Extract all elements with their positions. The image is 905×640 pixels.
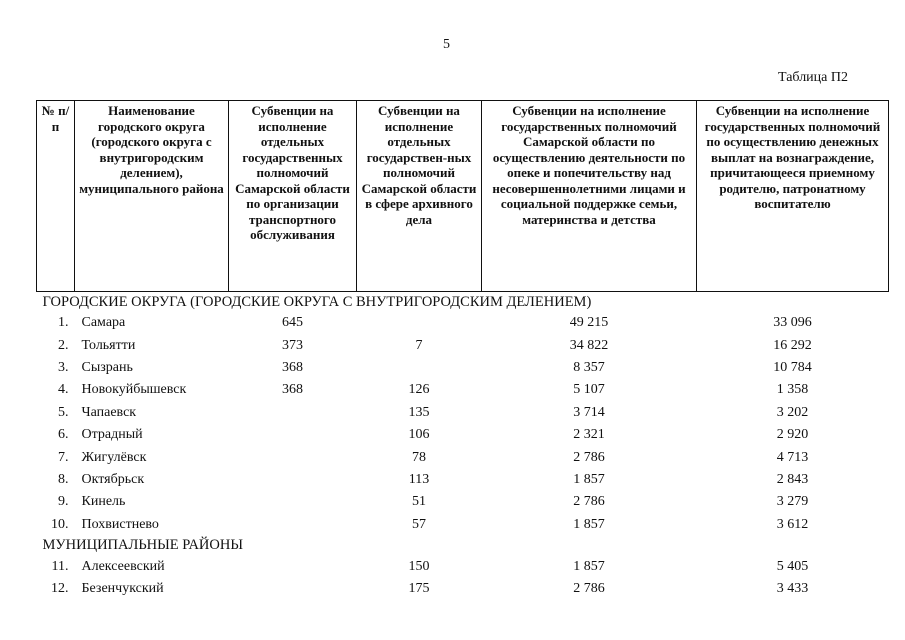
cell-foster-payments: 3 279 [776,494,809,510]
cell-guardianship: 2 786 [573,581,605,597]
table-row [37,556,889,578]
cell-foster-payments: 3 433 [776,581,809,597]
cell-archive [357,357,482,379]
cell-foster-payments: 33 096 [773,315,812,331]
row-name: Чапаевск [81,404,137,420]
table-row [37,514,889,536]
header-guardianship: Субвенции на исполнение государственных полномочий Самарской области по осуществлению деятельности по опеке и попечительству над несовершеннолетними лицами и социальной поддержке семьи, материнства и детства [482,101,697,292]
cell-guardianship: 1 857 [573,516,605,532]
row-name: Кинель [81,494,126,510]
table-row [37,469,889,491]
header-row [37,101,889,292]
subventions-table [36,100,889,601]
row-name: Отрадный [81,427,143,443]
row-number: 3. [58,359,69,375]
table-row [37,578,889,600]
row-name: Сызрань [81,359,133,375]
cell-foster-payments: 1 358 [776,382,809,398]
cell-guardianship: 8 357 [573,359,605,375]
section-title: ГОРОДСКИЕ ОКРУГА (ГОРОДСКИЕ ОКРУГА С ВНУТРИГОРОДСКИМ ДЕЛЕНИЕМ) [42,293,592,310]
cell-foster-payments: 2 843 [776,471,809,487]
cell-archive: 150 [408,559,430,575]
cell-archive: 7 [415,337,423,353]
row-number: 1. [58,315,69,331]
section-row [37,292,889,313]
cell-archive [357,312,482,334]
row-name: Октябрьск [81,471,145,487]
cell-foster-payments: 3 202 [776,404,809,420]
cell-archive: 175 [408,581,430,597]
cell-guardianship: 1 857 [573,471,605,487]
row-name: Похвистнево [81,516,159,532]
cell-guardianship: 34 822 [569,337,609,353]
row-number: 9. [58,494,69,510]
table-row [37,491,889,513]
cell-foster-payments: 16 292 [773,337,812,353]
cell-transport: 373 [282,337,303,353]
row-number: 8. [58,471,69,487]
cell-archive: 126 [408,382,430,398]
row-number: 12. [51,581,69,597]
section-row [37,536,889,556]
cell-guardianship: 49 215 [569,315,609,331]
cell-archive: 113 [408,471,430,487]
cell-transport [229,446,357,468]
header-transport: Субвенции на исполнение отдельных государственных полномочий Самарской области по организации транспортного обслуживания [229,101,357,292]
header-number: № п/п [37,101,75,292]
cell-guardianship: 3 714 [573,404,605,420]
table-row [37,446,889,468]
row-number: 5. [58,404,69,420]
cell-foster-payments: 2 920 [776,427,809,443]
cell-transport: 368 [282,359,303,375]
cell-transport [229,491,357,513]
cell-archive: 106 [408,427,430,443]
row-number: 10. [51,516,69,532]
cell-archive: 78 [412,449,426,465]
table-row [37,334,889,356]
row-number: 4. [58,382,69,398]
row-name: Алексеевский [81,559,165,575]
row-name: Безенчукский [81,581,164,597]
row-number: 7. [58,449,69,465]
header-foster-payments: Субвенции на исполнение государственных полномочий по осуществлению денежных выплат на вознаграждение, причитающееся приемному родителю, патронатному воспитателю [697,101,889,292]
table-label: Таблица П2 [778,70,848,85]
row-name: Новокуйбышевск [81,382,187,398]
page-number: 5 [443,37,450,52]
cell-guardianship: 2 321 [573,427,605,443]
cell-guardianship: 2 786 [573,449,605,465]
section-title: МУНИЦИПАЛЬНЫЕ РАЙОНЫ [42,537,243,554]
cell-archive: 135 [408,404,430,420]
cell-transport: 645 [282,315,303,331]
cell-transport [229,578,357,600]
table-row [37,379,889,401]
header-archive: Субвенции на исполнение отдельных государствен-ных полномочий Самарской области в сфере архивного дела [357,101,482,292]
cell-transport [229,469,357,491]
table-row [37,402,889,424]
cell-transport [229,556,357,578]
table-row [37,312,889,334]
row-number: 2. [58,337,69,353]
table-row [37,357,889,379]
cell-archive: 57 [412,516,426,532]
cell-foster-payments: 5 405 [776,559,809,575]
cell-transport [229,424,357,446]
cell-guardianship: 2 786 [573,494,605,510]
table-row [37,424,889,446]
cell-guardianship: 1 857 [573,559,605,575]
row-number: 6. [58,427,69,443]
header-name: Наименование городского округа (городского округа с внутригородским делением), муниципального района [75,101,229,292]
row-number: 11. [51,559,69,575]
row-name: Тольятти [81,337,136,353]
cell-foster-payments: 3 612 [776,516,809,532]
cell-guardianship: 5 107 [573,382,605,398]
cell-transport [229,402,357,424]
cell-foster-payments: 10 784 [773,359,812,375]
row-name: Жигулёвск [81,449,147,465]
cell-archive: 51 [412,494,426,510]
row-name: Самара [81,315,126,331]
cell-foster-payments: 4 713 [776,449,809,465]
cell-transport [229,514,357,536]
table-body [37,292,889,601]
cell-transport: 368 [282,382,303,398]
